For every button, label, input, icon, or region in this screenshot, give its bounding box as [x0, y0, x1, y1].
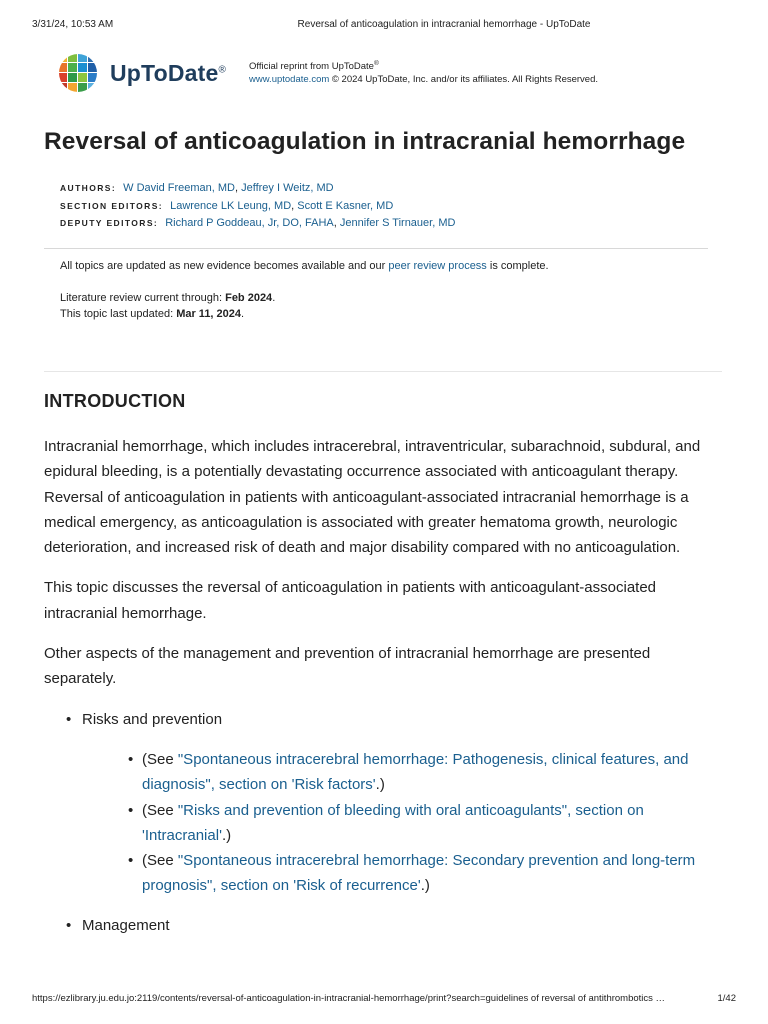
divider	[44, 371, 722, 372]
brand-name: UpToDate®	[110, 59, 227, 86]
last-updated-date: Mar 11, 2024	[176, 308, 242, 320]
update-text: All topics are updated as new evidence becomes available and our	[60, 260, 389, 272]
section-editors-row	[60, 198, 455, 216]
ref-suffix: .)	[420, 877, 430, 895]
topic-list	[44, 707, 726, 938]
last-updated-label: This topic last updated:	[60, 308, 177, 320]
ref-prefix: (See	[142, 852, 178, 870]
page-number: 1/42	[717, 993, 736, 1004]
paragraph: Other aspects of the management and prevention of intracranial hemorrhage are presented separately.	[44, 645, 651, 688]
uptodate-logo-icon	[58, 53, 98, 93]
copyright-text: © 2024 UpToDate, Inc. and/or its affiliates. All Rights Reserved.	[329, 74, 599, 86]
list-item	[44, 913, 726, 938]
reference-link[interactable]: "Spontaneous intracerebral hemorrhage: Secondary prevention and long-term prognosis", section on 'Risk of recurrence'	[142, 852, 696, 895]
reprint-line: Official reprint from UpToDate	[249, 61, 374, 73]
article-body	[44, 434, 726, 952]
reprint-registered-mark: ®	[373, 60, 379, 67]
peer-review-link[interactable]: peer review process	[388, 260, 487, 272]
print-footer	[0, 993, 768, 1007]
list-item-label: Management	[82, 916, 170, 934]
author-link[interactable]: Jeffrey I Weitz, MD	[241, 182, 334, 194]
authors-row	[60, 180, 455, 198]
separator: ,	[291, 199, 298, 212]
list-item-label: Risks and prevention	[82, 710, 223, 728]
print-url: https://ezlibrary.ju.edu.jo:2119/contents/reversal-of-anticoagulation-in-intracranial-hemorrhage/print?search=guidelines of reversal of antithrombotics …	[32, 993, 666, 1004]
ref-prefix: (See	[142, 801, 178, 819]
section-editors-label: SECTION EDITORS:	[60, 200, 164, 211]
separator: ,	[333, 217, 340, 229]
page-title: Reversal of anticoagulation in intracranial hemorrhage	[44, 128, 686, 155]
deputy-editor-link[interactable]: Richard P Goddeau, Jr, DO, FAHA	[165, 217, 334, 229]
period: .	[272, 292, 276, 304]
lit-review-date: Feb 2024	[225, 292, 273, 304]
reference-item	[82, 747, 726, 798]
brand[interactable]	[58, 52, 226, 94]
ref-prefix: (See	[142, 750, 178, 768]
last-updated	[60, 306, 720, 322]
section-heading: INTRODUCTION	[44, 391, 186, 411]
update-text-end: is complete.	[486, 260, 549, 272]
topic-meta	[60, 258, 720, 322]
print-datetime: 3/31/24, 10:53 AM	[32, 19, 114, 30]
credits	[60, 180, 455, 233]
deputy-editor-link[interactable]: Jennifer S Tirnauer, MD	[339, 217, 456, 229]
paragraph: This topic discusses the reversal of anticoagulation in patients with anticoagulant-associated intracranial hemorrhage.	[44, 579, 657, 622]
lit-review-label: Literature review current through:	[60, 292, 226, 304]
authors-label: AUTHORS:	[60, 183, 117, 193]
separator: ,	[234, 182, 242, 194]
paragraph: Intracranial hemorrhage, which includes intracerebral, intraventricular, subarachnoid, subdural, and epidural bleeding, is a potentially devastating occurrence associated with anticoagulant therapy. Reversal of anticoagulation in patients with anticoagulant-associated intracranial hemorrhage is a medical emergency, as anticoagulation is associated with greater hematoma growth, neurologic deterioration, and increased risk of death and major disability compared with no anticoagulation.	[44, 438, 701, 557]
section-editor-link[interactable]: Lawrence LK Leung, MD	[170, 199, 292, 212]
period: .	[241, 308, 245, 320]
reference-link[interactable]: "Risks and prevention of bleeding with oral anticoagulants", section on 'Intracranial'	[142, 801, 644, 844]
list-item	[44, 707, 726, 899]
deputy-editors-row	[60, 215, 455, 233]
print-header	[0, 19, 768, 33]
reference-item	[82, 798, 726, 849]
reprint-notice	[249, 57, 598, 86]
uptodate-site-link[interactable]: www.uptodate.com	[249, 74, 330, 86]
ref-suffix: .)	[375, 776, 385, 794]
update-notice	[60, 258, 720, 274]
reference-link[interactable]: "Spontaneous intracerebral hemorrhage: Pathogenesis, clinical features, and diagnosis", section on 'Risk factors'	[142, 750, 689, 794]
author-link[interactable]: W David Freeman, MD	[123, 182, 235, 194]
literature-review	[60, 290, 720, 306]
registered-mark: ®	[218, 63, 227, 75]
ref-suffix: .)	[221, 826, 232, 844]
reference-item	[82, 848, 726, 899]
deputy-editors-label: DEPUTY EDITORS:	[60, 218, 159, 228]
section-editor-link[interactable]: Scott E Kasner, MD	[297, 199, 394, 212]
divider	[44, 248, 708, 249]
reference-list	[82, 747, 726, 899]
print-doc-title: Reversal of anticoagulation in intracranial hemorrhage - UpToDate	[297, 19, 591, 30]
